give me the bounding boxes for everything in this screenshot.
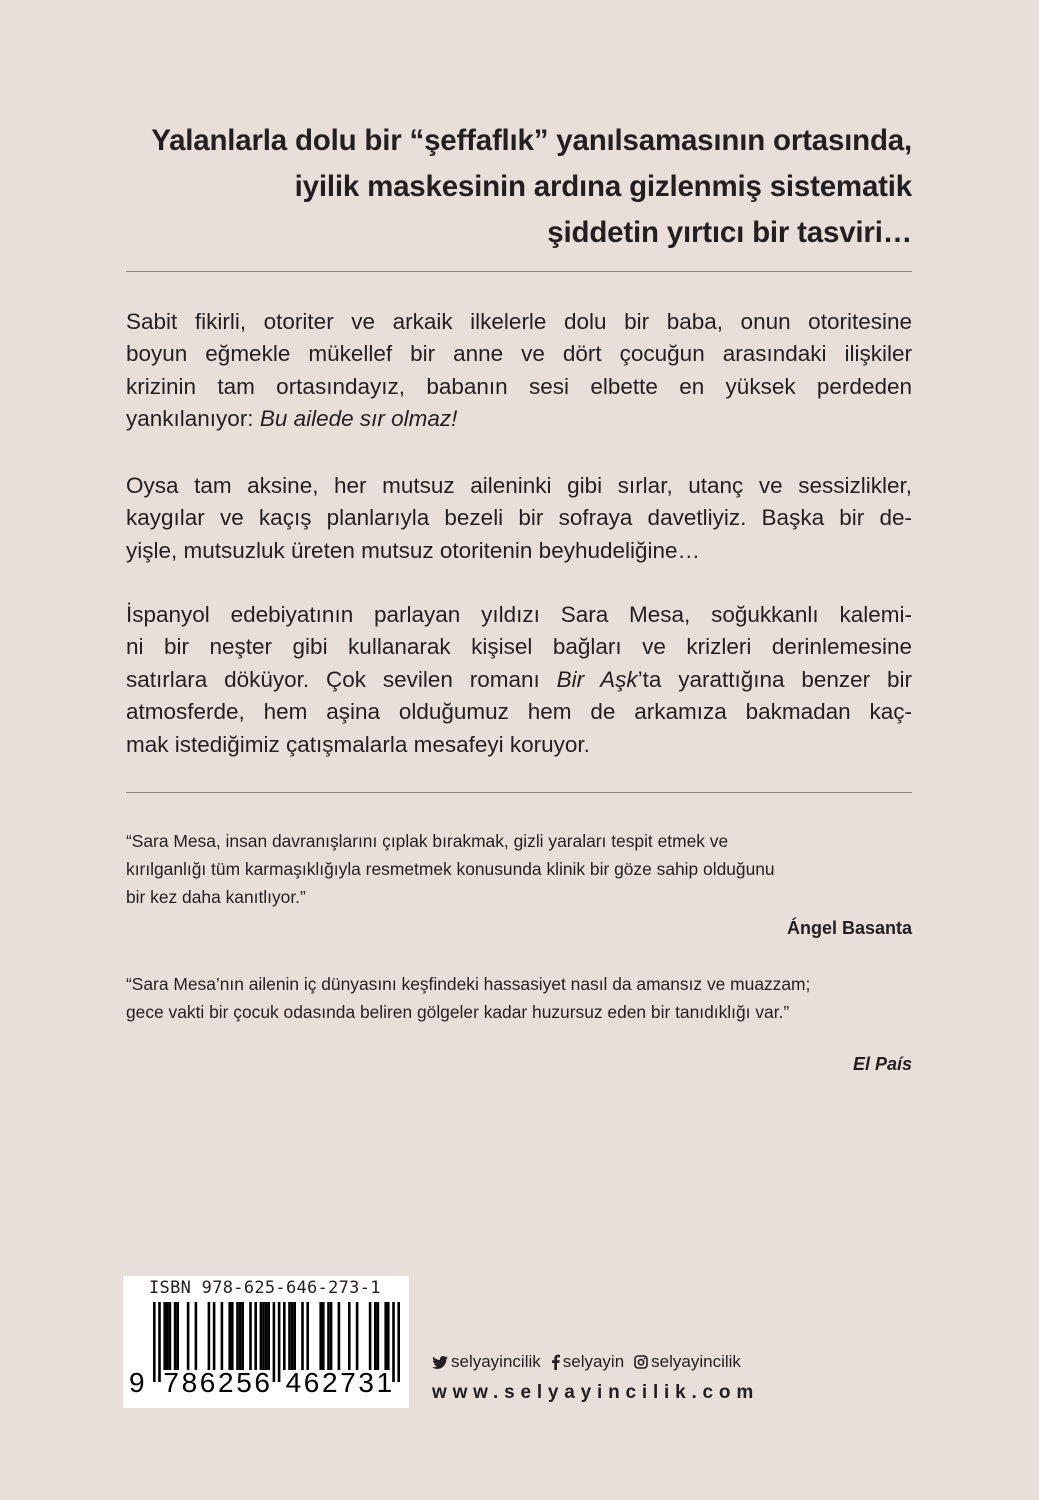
barcode-bar [241,1302,244,1370]
social-links [432,1352,745,1372]
barcode-digit: 4 [285,1367,302,1398]
barcode-digit: 7 [163,1367,179,1398]
paragraph-text: yankılanıyor: [126,406,260,432]
barcode-bar [330,1302,333,1370]
barcode-bar [278,1302,281,1382]
barcode-bar [231,1302,234,1370]
barcode-bar [288,1302,291,1370]
paragraph-line: mak istediğimiz çatışmalarla mesafeyi koruyor. [126,731,590,757]
barcode-digit: 8 [181,1367,198,1398]
paragraph-line: İspanyol edebiyatının parlayan yıldızı Sara Mesa, soğukkanlı kalemi- [126,602,912,627]
paragraph-line: yişle, mutsuzluk üreten mutsuz otoritenin beyhudeliğine… [126,537,701,563]
facebook-f-icon [551,1354,560,1370]
isbn-barcode [123,1276,409,1408]
barcode-bar [176,1302,179,1370]
emphasized-phrase: Bu ailede sır olmaz! [259,406,458,432]
paragraph-line: boyun eğmekle mükellef bir anne ve dört çocuğun arasındaki ilişkiler [126,341,912,367]
barcode-bar [174,1302,177,1370]
twitter-handle: selyayincilik [451,1352,541,1371]
paragraph-line [126,664,912,696]
instagram-handle: selyayincilik [651,1352,741,1371]
barcode-bar [392,1302,395,1382]
barcode-bar [208,1302,211,1370]
barcode-digit: 9 [129,1367,145,1398]
barcode-bar [369,1302,372,1370]
instagram-icon [634,1355,648,1369]
book-title: Bir Aşk [556,666,638,692]
facebook-link[interactable] [551,1352,624,1372]
barcode-bar [327,1302,330,1370]
barcode-bar [322,1302,325,1370]
barcode-bar [236,1302,239,1370]
barcode-graphic [123,1276,409,1408]
barcode-digit: 5 [236,1367,252,1398]
barcode-bar [195,1302,198,1370]
barcode-bar [267,1302,270,1370]
barcode-bar [387,1302,390,1370]
barcode-bar [348,1302,351,1370]
quote-source-1: Ángel Basanta [786,918,912,938]
barcode-bar [265,1302,268,1370]
barcode-bar [158,1302,161,1382]
barcode-bar [249,1302,252,1370]
barcode-bar [254,1302,257,1370]
barcode-digit: 2 [322,1367,338,1398]
paragraph-line: atmosferde, hem aşina olduğumuz hem de arkamıza bakmadan kaç- [126,699,912,725]
barcode-bar [301,1302,304,1370]
paragraph-line: Sabit fikirli, otoriter ve arkaik ilkelerle dolu bir baba, onun otoritesine [126,309,912,334]
barcode-digit: 6 [254,1367,270,1398]
quote-source-2: El País [852,1054,912,1074]
barcode-bar [221,1302,224,1370]
divider-top [126,271,912,272]
paragraph-line: kaygılar ve kaçış planlarıyla bezeli bir sofraya davetliyiz. Başka bir de- [126,505,912,531]
barcode-bar [283,1302,286,1370]
synopsis-paragraph-1 [126,306,912,436]
barcode-digit: 3 [358,1367,374,1398]
barcode-bar [273,1302,276,1382]
barcode-bar [213,1302,216,1370]
barcode-bar [319,1302,322,1370]
quote-line: gece vakti bir çocuk odasında beliren gölgeler kadar huzursuz eden bir tanıdıklığı var.” [126,1002,790,1022]
twitter-link[interactable] [432,1352,541,1372]
barcode-bar [384,1302,387,1370]
barcode-bar [397,1302,400,1382]
paragraph-line: ni bir neşter gibi kullanarak kişisel bağları ve krizleri derinlemesine [126,634,912,660]
barcode-bar [166,1302,169,1370]
barcode-digit: 2 [218,1367,234,1398]
barcode-bar [228,1302,231,1370]
synopsis-paragraph-3 [126,599,912,761]
divider-bottom [126,792,912,793]
facebook-handle: selyayin [562,1352,625,1371]
paragraph-line: Oysa tam aksine, her mutsuz aileninki gibi sırlar, utanç ve sessizlikler, [126,473,912,498]
headline-line: iyilik maskesinin ardına gizlenmiş sistematik [294,170,912,203]
instagram-link[interactable] [634,1352,741,1372]
barcode-bar [356,1302,359,1370]
barcode-bar [153,1302,156,1382]
barcode-bar [260,1302,263,1370]
paragraph-line [126,403,912,435]
barcode-bar [306,1302,309,1370]
barcode-digit: 1 [376,1367,393,1398]
review-quote-1 [126,827,912,911]
quote-line: bir kez daha kanıtlıyor.” [126,887,306,907]
barcode-digit: 6 [199,1367,216,1398]
barcode-bar [291,1302,294,1370]
review-quote-2 [126,970,912,1026]
quote-line: “Sara Mesa, insan davranışlarını çıplak bırakmak, gizli yaraları tespit etmek ve [126,831,729,851]
quote-line: kırılganlığı tüm karmaşıklığıyla resmetmek konusunda klinik bir göze sahip olduğunu [126,859,775,879]
barcode-bar [293,1302,296,1370]
back-cover-headline [120,118,912,256]
barcode-bar [262,1302,265,1370]
barcode-bar [163,1302,166,1370]
isbn-label: ISBN 978-625-646-273-1 [149,1278,381,1298]
barcode-bar [374,1302,377,1370]
barcode-bar [338,1302,341,1370]
barcode-bar [187,1302,190,1370]
barcode-digit: 6 [303,1367,320,1398]
publisher-website[interactable]: www.selyayincilik.com [432,1382,760,1403]
synopsis-paragraph-2 [126,470,912,567]
headline-line: Yalanlarla dolu bir “şeffaflık” yanılsamasının ortasında, [151,124,912,157]
paragraph-text: satırlara döküyor. Çok sevilen romanı [126,666,557,692]
paragraph-text: ’ta yarattığına benzer bir [637,666,912,692]
barcode-bar [239,1302,242,1370]
quote-line: “Sara Mesa’nın ailenin iç dünyasını keşfindeki hassasiyet nasıl da amansız ve muazzam; [126,974,811,994]
barcode-bar [169,1302,172,1370]
barcode-digit: 7 [340,1367,356,1398]
headline-line: şiddetin yırtıcı bir tasviri… [547,216,912,249]
twitter-bird-icon [432,1356,448,1369]
paragraph-line: krizinin tam ortasındayız, babanın sesi elbette en yüksek perdeden [126,373,912,399]
barcode-bar [377,1302,380,1370]
